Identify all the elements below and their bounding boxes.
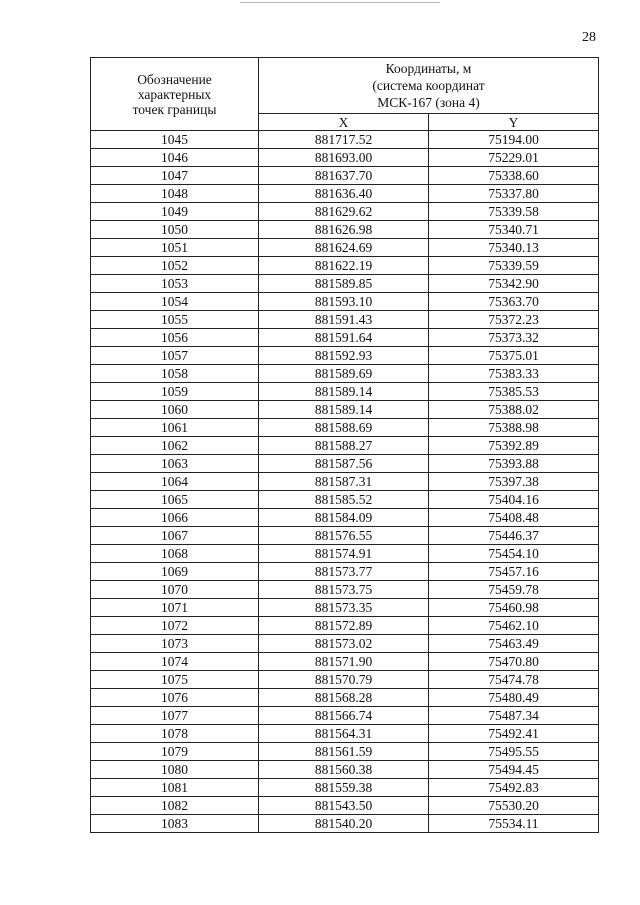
x-coordinate-cell: 881584.09 (259, 509, 429, 527)
point-id-cell: 1055 (91, 311, 259, 329)
table-row (91, 257, 599, 275)
coords-header-line-3: МСК-167 (зона 4) (377, 95, 480, 110)
point-id-cell: 1048 (91, 185, 259, 203)
y-coordinate-cell: 75393.88 (429, 455, 599, 473)
point-id-cell: 1063 (91, 455, 259, 473)
point-id-cell: 1056 (91, 329, 259, 347)
table-row (91, 167, 599, 185)
point-id-cell: 1069 (91, 563, 259, 581)
y-coordinate-cell: 75470.80 (429, 653, 599, 671)
y-coordinate-cell: 75388.98 (429, 419, 599, 437)
x-coordinate-cell: 881573.02 (259, 635, 429, 653)
y-coordinate-cell: 75385.53 (429, 383, 599, 401)
table-row (91, 653, 599, 671)
point-id-cell: 1053 (91, 275, 259, 293)
table-row (91, 221, 599, 239)
table-row (91, 275, 599, 293)
point-id-cell: 1049 (91, 203, 259, 221)
point-id-cell: 1054 (91, 293, 259, 311)
y-coordinate-cell: 75372.23 (429, 311, 599, 329)
point-id-cell: 1078 (91, 725, 259, 743)
x-coordinate-cell: 881576.55 (259, 527, 429, 545)
y-coordinate-cell: 75229.01 (429, 149, 599, 167)
point-id-cell: 1081 (91, 779, 259, 797)
x-coordinate-cell: 881588.69 (259, 419, 429, 437)
table-row (91, 293, 599, 311)
point-id-cell: 1051 (91, 239, 259, 257)
x-coordinate-cell: 881571.90 (259, 653, 429, 671)
table-row (91, 239, 599, 257)
y-coordinate-cell: 75492.83 (429, 779, 599, 797)
point-id-cell: 1047 (91, 167, 259, 185)
point-id-cell: 1066 (91, 509, 259, 527)
x-coordinate-cell: 881561.59 (259, 743, 429, 761)
table-row (91, 563, 599, 581)
y-coordinate-cell: 75339.59 (429, 257, 599, 275)
y-coordinate-cell: 75480.49 (429, 689, 599, 707)
x-coordinate-cell: 881585.52 (259, 491, 429, 509)
table-row (91, 761, 599, 779)
x-coordinate-cell: 881637.70 (259, 167, 429, 185)
point-header-line-1: Обозначение (137, 71, 212, 87)
point-header-line-3: точек границы (132, 101, 217, 117)
table-row (91, 455, 599, 473)
point-id-cell: 1062 (91, 437, 259, 455)
y-coordinate-cell: 75337.80 (429, 185, 599, 203)
y-coordinate-cell: 75487.34 (429, 707, 599, 725)
y-coordinate-cell: 75340.71 (429, 221, 599, 239)
table-row (91, 797, 599, 815)
point-id-cell: 1058 (91, 365, 259, 383)
y-coordinate-cell: 75457.16 (429, 563, 599, 581)
y-coordinate-cell: 75392.89 (429, 437, 599, 455)
point-id-cell: 1050 (91, 221, 259, 239)
y-coordinate-cell: 75363.70 (429, 293, 599, 311)
y-column-header: Y (429, 114, 599, 131)
point-header-line-2: характерных (137, 86, 212, 102)
x-coordinate-cell: 881717.52 (259, 131, 429, 149)
point-id-cell: 1068 (91, 545, 259, 563)
x-coordinate-cell: 881573.75 (259, 581, 429, 599)
point-id-cell: 1065 (91, 491, 259, 509)
x-coordinate-cell: 881570.79 (259, 671, 429, 689)
point-id-cell: 1083 (91, 815, 259, 833)
table-row (91, 779, 599, 797)
x-coordinate-cell: 881592.93 (259, 347, 429, 365)
x-coordinate-cell: 881588.27 (259, 437, 429, 455)
table-row (91, 707, 599, 725)
table-row (91, 509, 599, 527)
x-coordinate-cell: 881560.38 (259, 761, 429, 779)
x-coordinate-cell: 881573.77 (259, 563, 429, 581)
point-id-cell: 1057 (91, 347, 259, 365)
y-coordinate-cell: 75194.00 (429, 131, 599, 149)
x-coordinate-cell: 881591.64 (259, 329, 429, 347)
table-row (91, 311, 599, 329)
point-id-cell: 1060 (91, 401, 259, 419)
table-row (91, 725, 599, 743)
point-id-cell: 1072 (91, 617, 259, 635)
y-coordinate-cell: 75373.32 (429, 329, 599, 347)
coordinates-table (90, 57, 599, 833)
point-id-cell: 1052 (91, 257, 259, 275)
table-row (91, 815, 599, 833)
table-row (91, 131, 599, 149)
x-coordinate-cell: 881624.69 (259, 239, 429, 257)
x-coordinate-cell: 881566.74 (259, 707, 429, 725)
point-id-cell: 1045 (91, 131, 259, 149)
x-coordinate-cell: 881622.19 (259, 257, 429, 275)
point-id-cell: 1080 (91, 761, 259, 779)
table-row (91, 635, 599, 653)
point-id-cell: 1073 (91, 635, 259, 653)
table-row (91, 581, 599, 599)
point-id-cell: 1059 (91, 383, 259, 401)
y-coordinate-cell: 75492.41 (429, 725, 599, 743)
point-id-cell: 1077 (91, 707, 259, 725)
table-row (91, 599, 599, 617)
y-coordinate-cell: 75342.90 (429, 275, 599, 293)
x-coordinate-cell: 881589.14 (259, 401, 429, 419)
table-row (91, 671, 599, 689)
point-designation-header (91, 58, 259, 131)
x-coordinate-cell: 881589.85 (259, 275, 429, 293)
point-id-cell: 1070 (91, 581, 259, 599)
x-coordinate-cell: 881564.31 (259, 725, 429, 743)
y-coordinate-cell: 75534.11 (429, 815, 599, 833)
point-id-cell: 1071 (91, 599, 259, 617)
y-coordinate-cell: 75454.10 (429, 545, 599, 563)
y-coordinate-cell: 75474.78 (429, 671, 599, 689)
point-id-cell: 1067 (91, 527, 259, 545)
point-id-cell: 1064 (91, 473, 259, 491)
x-coordinate-cell: 881693.00 (259, 149, 429, 167)
top-scan-rule (240, 2, 440, 3)
x-coordinate-cell: 881593.10 (259, 293, 429, 311)
x-coordinate-cell: 881568.28 (259, 689, 429, 707)
y-coordinate-cell: 75408.48 (429, 509, 599, 527)
y-coordinate-cell: 75495.55 (429, 743, 599, 761)
x-coordinate-cell: 881573.35 (259, 599, 429, 617)
table-row (91, 203, 599, 221)
table-row (91, 401, 599, 419)
table-row (91, 491, 599, 509)
y-coordinate-cell: 75338.60 (429, 167, 599, 185)
x-coordinate-cell: 881587.31 (259, 473, 429, 491)
x-coordinate-cell: 881572.89 (259, 617, 429, 635)
table-row (91, 527, 599, 545)
x-column-header: X (259, 114, 429, 131)
table-row (91, 437, 599, 455)
table-row (91, 419, 599, 437)
point-id-cell: 1076 (91, 689, 259, 707)
point-id-cell: 1074 (91, 653, 259, 671)
y-coordinate-cell: 75530.20 (429, 797, 599, 815)
y-coordinate-cell: 75494.45 (429, 761, 599, 779)
table-row (91, 383, 599, 401)
x-coordinate-cell: 881540.20 (259, 815, 429, 833)
x-coordinate-cell: 881636.40 (259, 185, 429, 203)
table-row (91, 149, 599, 167)
coords-header-line-2: (система координат (372, 78, 485, 93)
x-coordinate-cell: 881629.62 (259, 203, 429, 221)
coords-header-line-1: Координаты, м (385, 61, 472, 76)
x-coordinate-cell: 881589.69 (259, 365, 429, 383)
point-id-cell: 1075 (91, 671, 259, 689)
x-coordinate-cell: 881626.98 (259, 221, 429, 239)
table-row (91, 347, 599, 365)
table-row (91, 185, 599, 203)
y-coordinate-cell: 75404.16 (429, 491, 599, 509)
y-coordinate-cell: 75383.33 (429, 365, 599, 383)
y-coordinate-cell: 75388.02 (429, 401, 599, 419)
x-coordinate-cell: 881591.43 (259, 311, 429, 329)
point-id-cell: 1046 (91, 149, 259, 167)
table-body (91, 131, 599, 833)
y-coordinate-cell: 75375.01 (429, 347, 599, 365)
coordinates-group-header (259, 58, 599, 114)
table-row (91, 545, 599, 563)
y-coordinate-cell: 75460.98 (429, 599, 599, 617)
table-row (91, 743, 599, 761)
table-row (91, 689, 599, 707)
x-coordinate-cell: 881587.56 (259, 455, 429, 473)
point-id-cell: 1082 (91, 797, 259, 815)
table-row (91, 617, 599, 635)
x-coordinate-cell: 881543.50 (259, 797, 429, 815)
table-row (91, 329, 599, 347)
page-number: 28 (582, 30, 596, 45)
x-coordinate-cell: 881559.38 (259, 779, 429, 797)
table-row (91, 365, 599, 383)
y-coordinate-cell: 75459.78 (429, 581, 599, 599)
x-coordinate-cell: 881574.91 (259, 545, 429, 563)
y-coordinate-cell: 75446.37 (429, 527, 599, 545)
y-coordinate-cell: 75463.49 (429, 635, 599, 653)
y-coordinate-cell: 75462.10 (429, 617, 599, 635)
point-id-cell: 1061 (91, 419, 259, 437)
table-row (91, 473, 599, 491)
y-coordinate-cell: 75340.13 (429, 239, 599, 257)
y-coordinate-cell: 75339.58 (429, 203, 599, 221)
point-id-cell: 1079 (91, 743, 259, 761)
x-coordinate-cell: 881589.14 (259, 383, 429, 401)
y-coordinate-cell: 75397.38 (429, 473, 599, 491)
